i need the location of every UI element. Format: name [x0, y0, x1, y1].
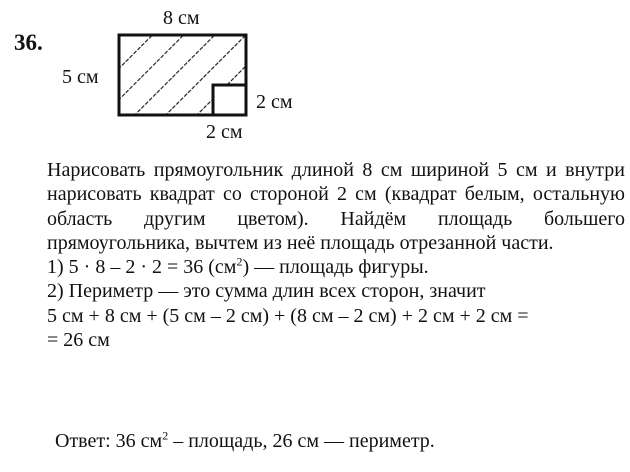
equation-line-1: 5 см + 8 см + (5 см – 2 см) + (8 см – 2 см) + 2 см + 2 см = [47, 304, 529, 327]
problem-number: 36. [14, 30, 43, 55]
equation-line-2: = 26 см [47, 329, 110, 352]
solution-paragraph: Нарисовать прямоугольник длиной 8 см шириной 5 см и внутри нарисовать квадрат со стороной 2 см (квадрат белым, остальную область другим цветом). Найдём площадь большего прямоугольника, вычтем из неё площадь отрезанной части. [47, 159, 625, 254]
answer-exponent: 2 [162, 428, 169, 443]
label-square-side-right: 2 см [256, 91, 293, 113]
white-square [213, 85, 246, 115]
label-width: 5 см [62, 66, 99, 88]
step-1-exponent: 2 [236, 254, 243, 269]
label-square-side-bottom: 2 см [206, 121, 243, 143]
step-2-line: 2) Периметр — это сумма длин всех сторон, значит [47, 280, 486, 303]
answer-prefix: Ответ: 36 см [55, 430, 163, 452]
solution-text [47, 158, 625, 352]
step-1-line [47, 255, 625, 279]
step-1-prefix: 1) 5 · 8 – 2 · 2 = 36 (см [47, 256, 237, 279]
answer-line [55, 430, 435, 453]
step-1-suffix: ) — площадь фигуры. [242, 256, 429, 279]
label-length: 8 см [163, 7, 200, 29]
answer-suffix: – площадь, 26 см — периметр. [168, 430, 435, 452]
